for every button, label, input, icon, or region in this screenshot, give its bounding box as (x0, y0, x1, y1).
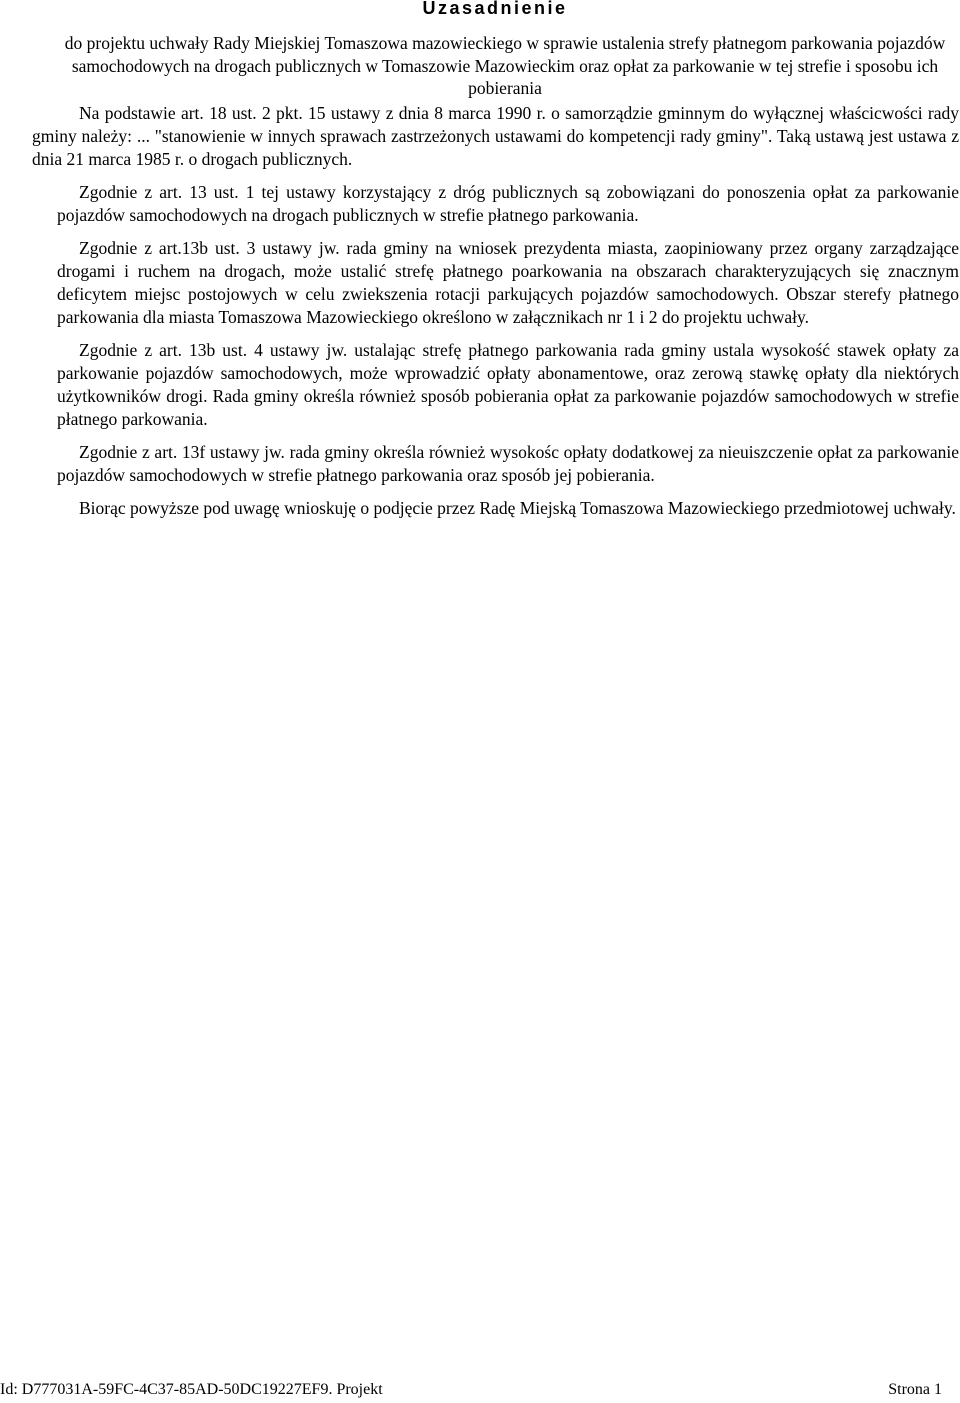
paragraph-art-13: Zgodnie z art. 13 ust. 1 tej ustawy korzystający z dróg publicznych są zobowiązani do ponoszenia opłat za parkowanie pojazdów samochodowych na drogach publicznych w strefie płatnego parkowania. (57, 182, 959, 225)
paragraph-conclusion: Biorąc powyższe pod uwagę wnioskuję o podjęcie przez Radę Miejską Tomaszowa Mazowieckiego przedmiotowej uchwały. (79, 498, 956, 518)
document-body (32, 102, 959, 530)
footer-page-number: Strona 1 (888, 1381, 942, 1398)
document-subtitle: do projektu uchwały Rady Miejskiej Tomaszowa mazowieckiego w sprawie ustalenia strefy płatnegom parkowania pojazdów samochodowych na drogach publicznych w Tomaszowie Mazowieckim oraz opłat za parkowanie w tej strefie i sposobu ich pobierania (64, 33, 946, 98)
footer-document-id: Id: D777031A-59FC-4C37-85AD-50DC19227EF9. Projekt (0, 1381, 383, 1398)
paragraph-art-13b-3: Zgodnie z art.13b ust. 3 ustawy jw. rada gminy na wniosek prezydenta miasta, zaopiniowany przez organy zarządzające drogami i ruchem na drogach, może ustalić strefę płatnego poarkowania na obszarach charakteryzujących się znacznym deficytem miejsc postojowych w celu zwiekszenia rotacji parkujących pojazdów samochodowych. Obszar sterefy płatnego parkowania dla miasta Tomaszowa Mazowieckiego określono w załącznikach nr 1 i 2 do projektu uchwały. (57, 238, 959, 327)
paragraph-art-13b-4: Zgodnie z art. 13b ust. 4 ustawy jw. ustalając strefę płatnego parkowania rada gminy ustala wysokość stawek opłaty za parkowanie pojazdów samochodowych, może wprowadzić opłaty abonamentowe, oraz zerową stawkę opłaty dla niektórych użytkowników drogi. Rada gminy określa również sposób pobierania opłat za parkowanie pojazdów samochodowych w strefie płatnego parkowania. (57, 340, 959, 429)
paragraph-legal-basis: Na podstawie art. 18 ust. 2 pkt. 15 ustawy z dnia 8 marca 1990 r. o samorządzie gminnym do wyłącznej właścicwości rady gminy należy: ... "stanowienie w innych sprawach zastrzeżonych ustawami do kompetencji rady gminy". Taką ustawą jest ustawa z dnia 21 marca 1985 r. o drogach publicznych. (32, 103, 959, 169)
document-title: Uzasadnienie (422, 0, 568, 18)
paragraph-art-13f: Zgodnie z art. 13f ustawy jw. rada gminy określa również wysokośc opłaty dodatkowej za nieuiszczenie opłat za parkowanie pojazdów samochodowych w strefie płatnego parkowania oraz sposób jej pobierania. (57, 442, 959, 485)
